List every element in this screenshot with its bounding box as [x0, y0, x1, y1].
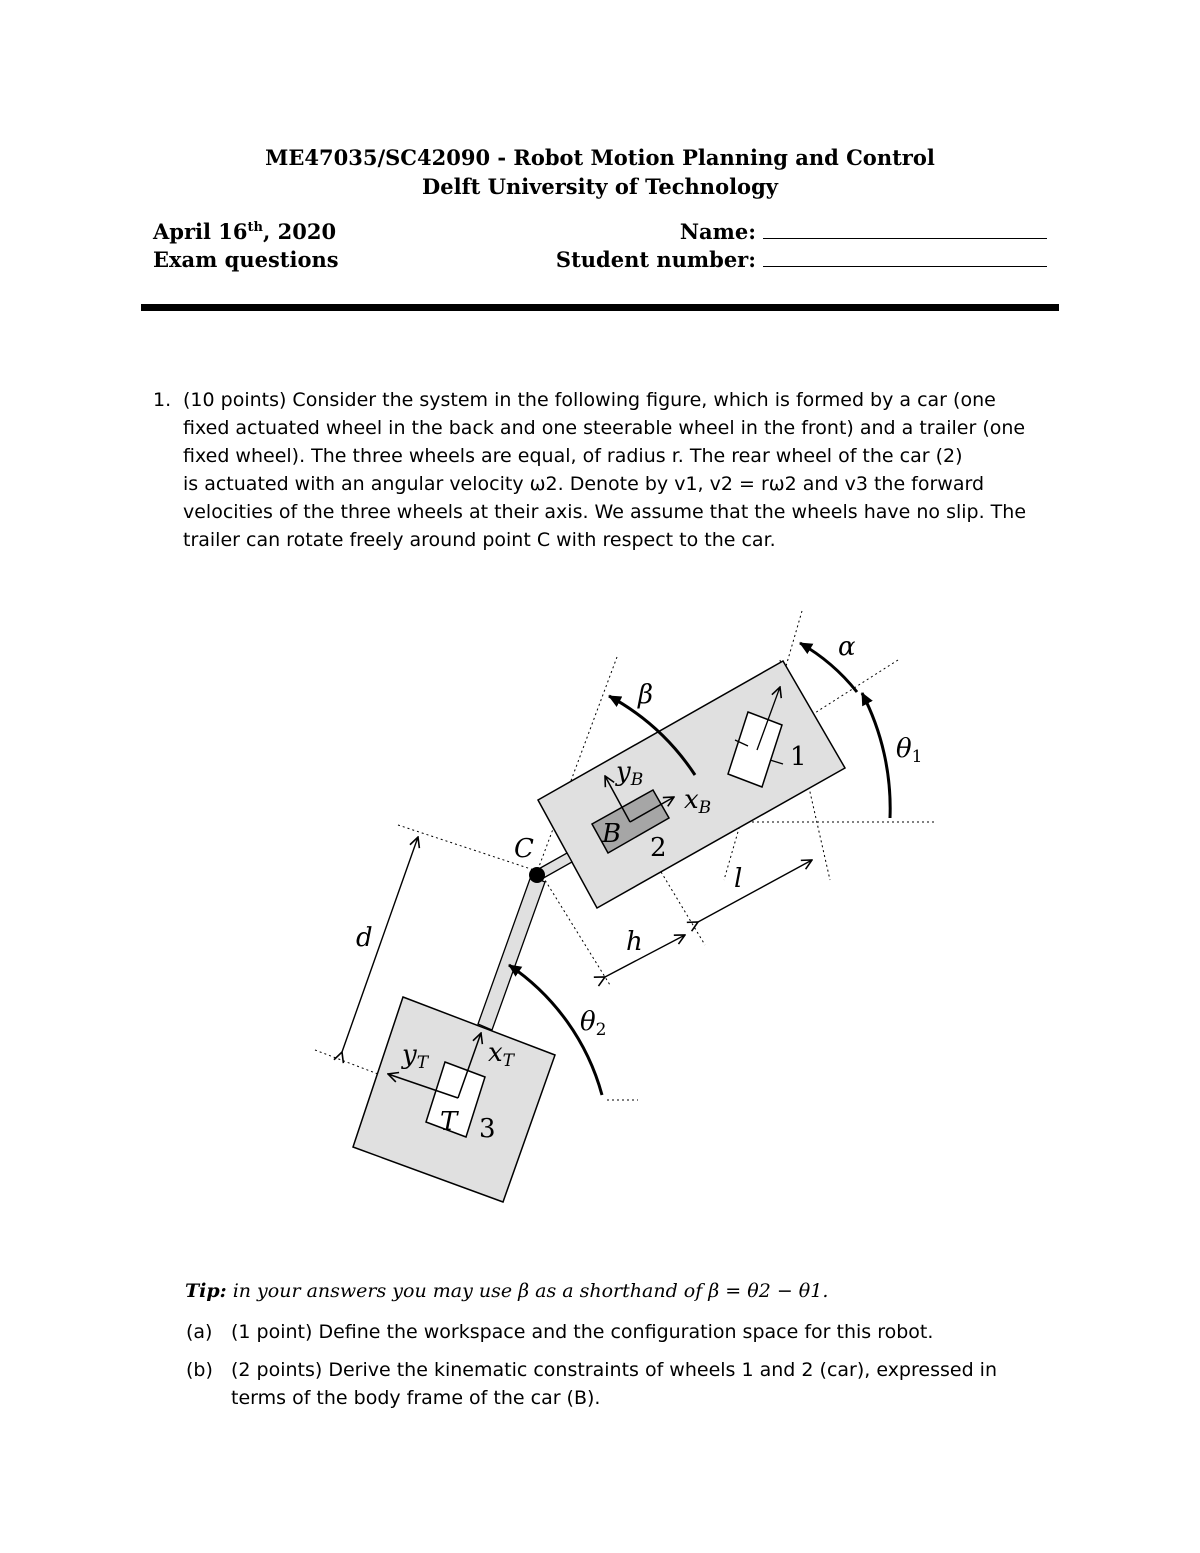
hitch-point-c — [529, 867, 545, 883]
subquestion-b-text — [231, 1356, 1061, 1412]
label-xB: xB — [684, 785, 712, 818]
label-wheel-1: 1 — [790, 742, 807, 772]
course-title: ME47035/SC42090 - Robot Motion Planning and Control — [265, 145, 935, 170]
question-number: 1. — [153, 389, 172, 411]
subquestion-b-line-1: (2 points) Derive the kinematic constraints of wheels 1 and 2 (car), expressed in — [231, 1359, 997, 1381]
question-line-1: (10 points) Consider the system in the following figure, which is formed by a car (one — [183, 389, 996, 411]
label-h: h — [626, 927, 643, 957]
subquestion-a-text: (1 point) Define the workspace and the configuration space for this robot. — [231, 1321, 934, 1343]
label-theta2: θ2 — [580, 1007, 607, 1040]
label-C: C — [514, 834, 534, 864]
university-name: Delft University of Technology — [422, 174, 778, 199]
label-beta: β — [638, 680, 654, 710]
h-dimension — [605, 935, 685, 977]
exam-label: Exam questions — [153, 247, 339, 272]
theta1-arc — [862, 693, 890, 818]
tip — [185, 1280, 828, 1302]
name-label: Name: — [679, 219, 756, 244]
label-T: T — [440, 1107, 458, 1137]
question-line-2: fixed actuated wheel in the back and one steerable wheel in the front) and a trailer (one — [183, 417, 1026, 439]
label-wheel-3: 3 — [479, 1114, 496, 1144]
question-line-6: trailer can rotate freely around point C with respect to the car. — [183, 529, 776, 551]
subquestion-b-label: (b) — [186, 1359, 213, 1381]
l-dimension — [698, 860, 812, 922]
label-d: d — [356, 923, 373, 953]
question-line-5: velocities of the three wheels at their axis. We assume that the wheels have no slip. The — [183, 501, 1027, 523]
label-theta1: θ1 — [896, 734, 923, 767]
question-line-3: fixed wheel). The three wheels are equal, of radius r. The rear wheel of the car (2) — [183, 445, 963, 467]
subquestion-a-label: (a) — [186, 1321, 213, 1343]
student-number-label: Student number: — [555, 247, 756, 272]
label-yT: yT — [402, 1040, 429, 1073]
label-B: B — [602, 819, 622, 849]
trailer-drawbar — [478, 876, 545, 1030]
label-wheel-2: 2 — [650, 833, 667, 863]
tip-text: in your answers you may use β as a shorthand of β = θ2 − θ1. — [232, 1280, 829, 1302]
tip-label: Tip: — [185, 1280, 227, 1302]
exam-date: April 16th, 2020 — [153, 219, 337, 244]
subquestion-b-line-2: terms of the body frame of the car (B). — [231, 1387, 601, 1409]
label-l: l — [734, 864, 743, 894]
question-line-4: is actuated with an angular velocity ω2. Denote by v1, v2 = rω2 and v3 the forward — [183, 473, 985, 495]
label-yB: yB — [616, 757, 644, 790]
label-alpha: α — [838, 632, 856, 662]
label-xT: xT — [488, 1038, 515, 1071]
